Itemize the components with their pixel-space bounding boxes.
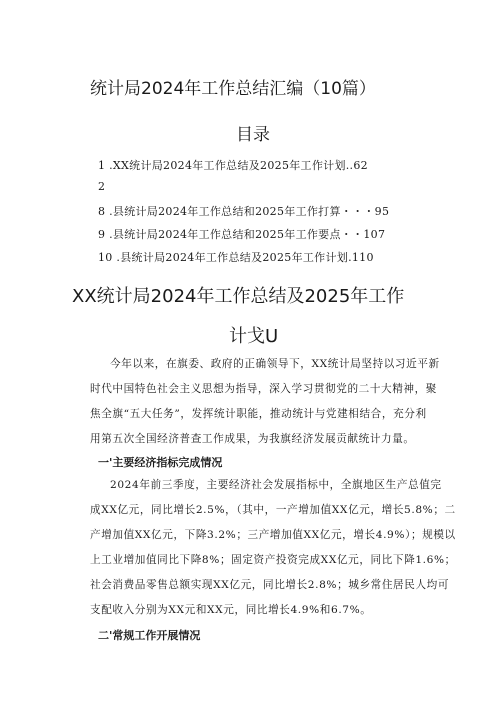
toc-heading: 目录 xyxy=(236,125,270,145)
paragraph-line: 支配收入分别为XX元和XX元，同比增长4.9%和6.7%。 xyxy=(90,604,372,616)
paragraph-line: 产增加值XX亿元，下降3.2%；三产增加值XX亿元，增长4.9%）；规模以 xyxy=(90,529,456,541)
toc-entry: 2 xyxy=(98,180,106,193)
toc-entry: 10 .县统计局2024年工作总结及2025年工作计划.110 xyxy=(98,251,374,264)
toc-entry: 8 .县统计局2024年工作总结和2025年工作打算・・・95 xyxy=(98,205,390,218)
section-heading: 二'常规工作开展情况 xyxy=(98,629,201,642)
article-title: XX统计局2024年工作总结及2025年工作 xyxy=(72,286,405,307)
paragraph-line: 成XX亿元，同比增长2.5%，（其中，一产增加值XX亿元，增长5.8%；二 xyxy=(90,504,456,516)
paragraph-line: 用第五次全国经济普查工作成果，为我旗经济发展贡献统计力量。 xyxy=(90,433,415,445)
paragraph-line: 2024年前三季度，主要经济社会发展指标中，全旗地区生产总值完 xyxy=(110,479,442,491)
paragraph-line: 上工业增加值同比下降8%；固定资产投资完成XX亿元，同比下降1.6%； xyxy=(90,554,456,566)
document-title: 统计局2024年工作总结汇编（10篇） xyxy=(90,79,376,99)
paragraph-line: 社会消费品零售总额实现XX亿元，同比增长2.8%；城乡常住居民人均可 xyxy=(90,579,450,591)
section-heading: 一'主要经济指标完成情况 xyxy=(98,456,223,469)
toc-entry: 1 .XX统计局2024年工作总结及2025年工作计划..62 xyxy=(98,159,368,172)
paragraph-line: 焦全旗“五大任务”，发挥统计职能，推动统计与党建相结合，充分利 xyxy=(90,408,427,420)
toc-entry: 9 .县统计局2024年工作总结和2025年工作要点・・107 xyxy=(98,228,386,241)
paragraph-line: 今年以来，在旗委、政府的正确领导下，XX统计局坚持以习近平新 xyxy=(110,358,440,370)
article-title-continued: 计戈U xyxy=(229,326,279,347)
paragraph-line: 时代中国特色社会主义思想为指导，深入学习贯彻党的二十大精神，聚 xyxy=(90,383,438,395)
